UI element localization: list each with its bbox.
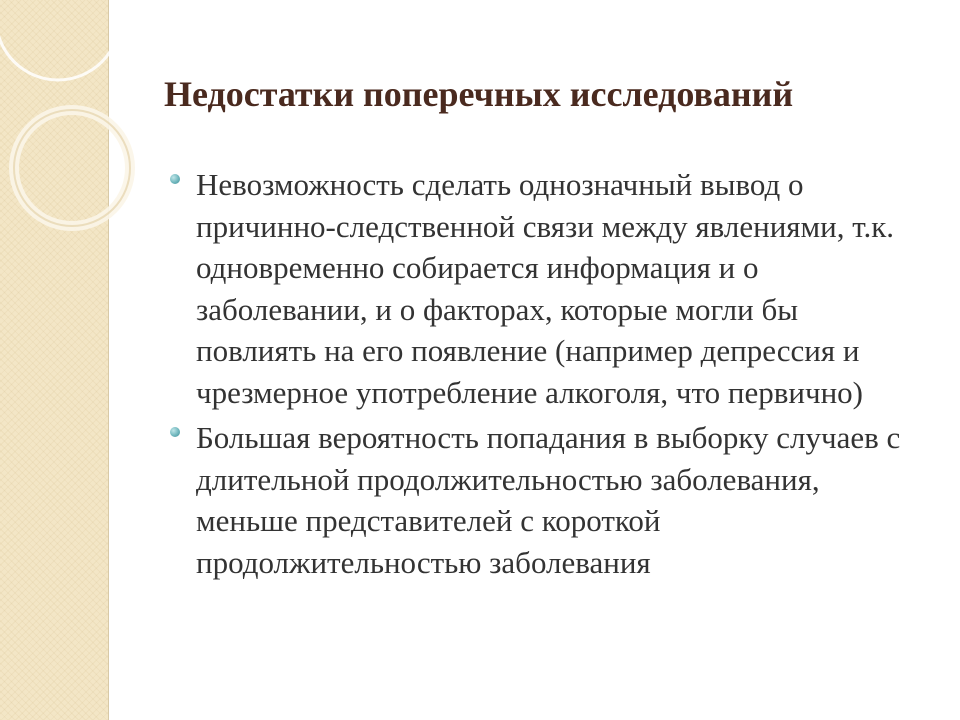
bullet-icon xyxy=(170,174,180,184)
list-item xyxy=(168,417,908,583)
bullet-text: Большая вероятность попадания в выборку случаев с длительной продолжительностью заболевания, меньше представителей с короткой продолжительностью заболевания xyxy=(196,420,901,580)
bullet-list xyxy=(168,164,908,587)
bullet-text: Невозможность сделать однозначный вывод о причинно-следственной связи между явлениями, т.к. одновременно собирается информация и о заболевании, и о факторах, которые могли бы повлиять на его появление (например депрессия и чрезмерное употребление алкоголя, что первично) xyxy=(196,167,895,410)
decorative-ring-medium-inner xyxy=(14,110,130,226)
list-item xyxy=(168,164,908,413)
bullet-icon xyxy=(170,427,180,437)
slide-title: Недостатки поперечных исследований xyxy=(164,74,794,114)
decorative-ring-large xyxy=(0,0,120,80)
decorative-rings xyxy=(0,0,180,260)
